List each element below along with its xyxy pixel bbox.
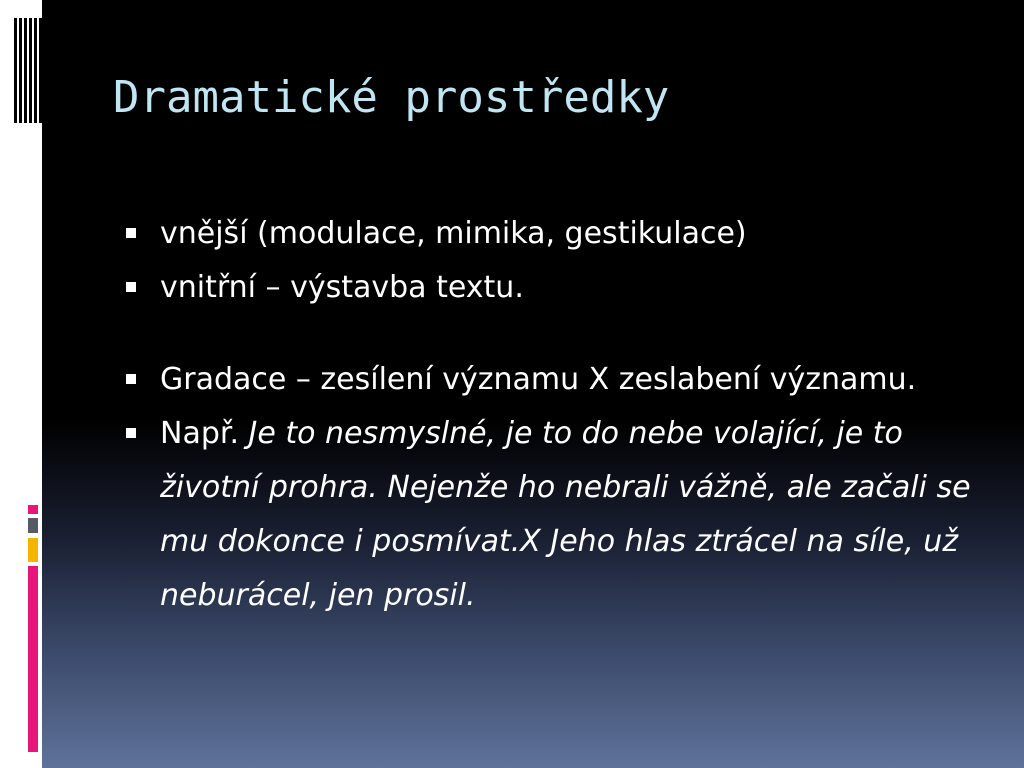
vertical-lines-decoration <box>14 18 42 123</box>
list-item-text: vnitřní – výstavba textu. <box>160 270 524 305</box>
accent-bar-gray <box>28 518 38 533</box>
square-bullet-icon <box>126 374 136 384</box>
list-item <box>125 207 985 261</box>
example-quote: Je to nesmyslné, je to do nebe volající, je to životní prohra. Nejenže ho nebrali vážně, ale začali se mu dokonce i posmívat.X Jeho hlas ztrácel na síle, už neburácel, jen prosil. <box>160 416 971 613</box>
square-bullet-icon <box>126 228 136 238</box>
list-item <box>125 407 985 623</box>
left-decor-strip <box>0 0 42 768</box>
example-label: Např. <box>160 416 249 451</box>
list-item-text: Gradace – zesílení významu X zeslabení významu. <box>160 362 917 397</box>
square-bullet-icon <box>126 282 136 292</box>
list-item <box>125 261 985 315</box>
bullet-list <box>125 207 985 623</box>
accent-bar-pink-long <box>28 566 38 752</box>
list-item <box>125 353 985 407</box>
accent-bar-yellow <box>28 538 38 562</box>
slide-title: Dramatické prostředky <box>113 72 670 123</box>
square-bullet-icon <box>126 428 136 438</box>
list-item-text: vnější (modulace, mimika, gestikulace) <box>160 216 747 251</box>
accent-bar-pink-small <box>28 505 38 514</box>
